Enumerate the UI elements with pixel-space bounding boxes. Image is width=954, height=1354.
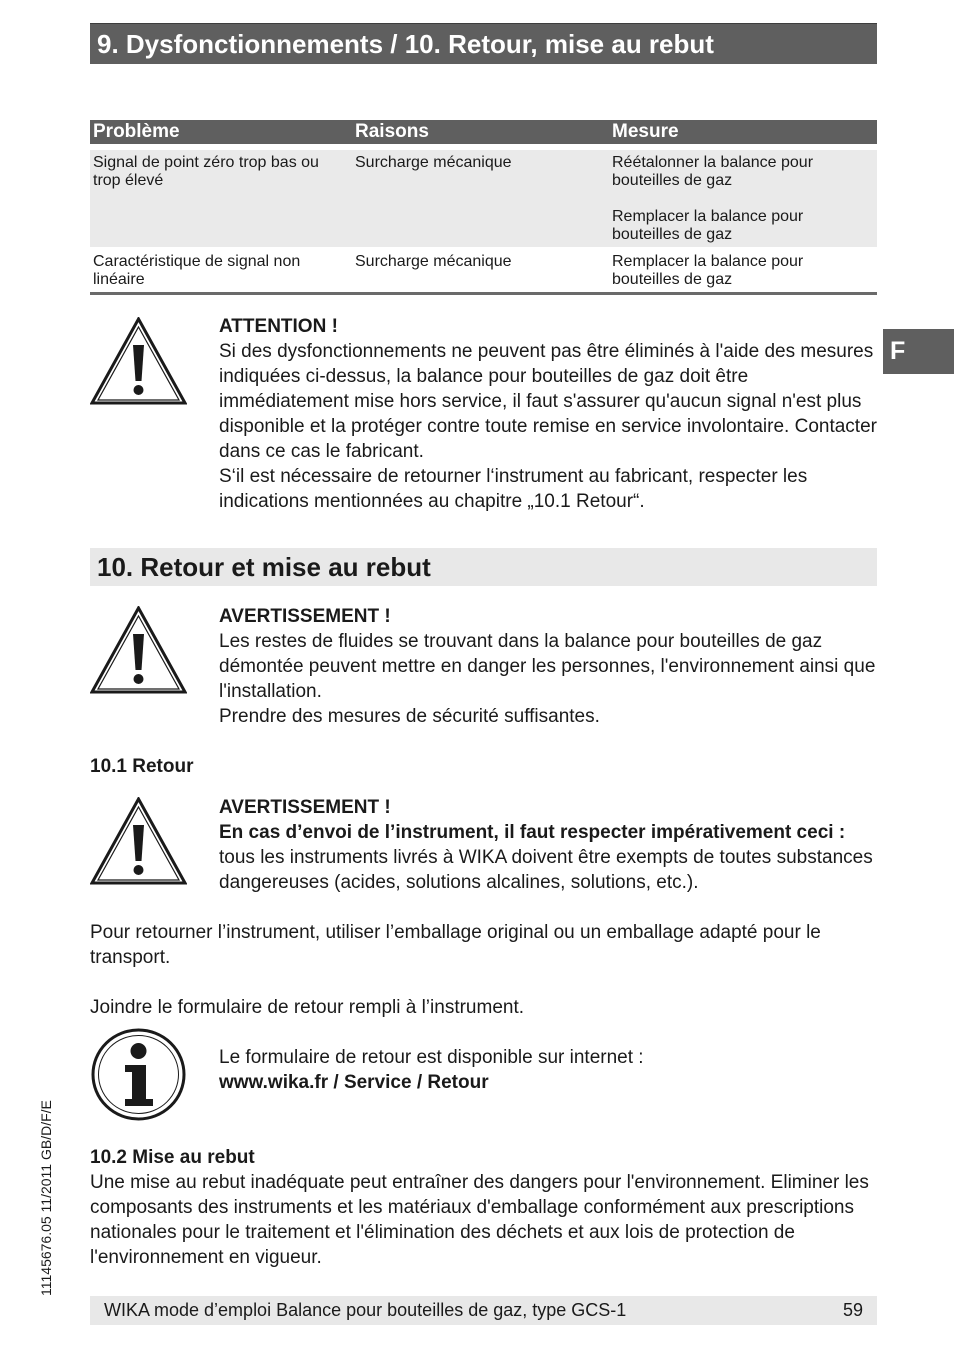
table-row bbox=[90, 248, 877, 294]
warning-text bbox=[219, 820, 879, 895]
table-header-row bbox=[90, 120, 877, 147]
page-footer bbox=[90, 1296, 877, 1325]
section-title: 10. Retour et mise au rebut bbox=[97, 552, 431, 582]
cell-probleme: Signal de point zéro trop bas ou trop élevé bbox=[90, 147, 352, 248]
warning-triangle-icon bbox=[90, 797, 187, 885]
warning-text: Les restes de fluides se trouvant dans la balance pour bouteilles de gaz démontée peuvent mettre en danger les personnes, l'environnement ainsi que l'installation. bbox=[219, 631, 876, 702]
chapter-header bbox=[90, 23, 877, 64]
info-block bbox=[219, 1045, 879, 1095]
language-tab-label: F bbox=[890, 337, 906, 365]
section-header bbox=[90, 548, 877, 586]
warning-bold-text: En cas d’envoi de l’instrument, il faut respecter impérativement ceci : bbox=[219, 822, 846, 843]
warning-title: AVERTISSEMENT ! bbox=[219, 797, 391, 818]
cell-raisons: Surcharge mécanique bbox=[352, 248, 609, 294]
warning-text-2: Prendre des mesures de sécurité suffisantes. bbox=[219, 706, 600, 727]
chapter-title: 9. Dysfonctionnements / 10. Retour, mise au rebut bbox=[97, 29, 714, 59]
warning-title: AVERTISSEMENT ! bbox=[219, 606, 391, 627]
attention-text: Si des dysfonctionnements ne peuvent pas être éliminés à l'aide des mesures indiquées ci-dessus, la balance pour bouteilles de gaz doit être immédiatement mise hors service, il faut s'assurer qu'aucun signal n'est plus disponible et la protéger contre toute remise en service involontaire. Contacter dans ce cas le fabricant. bbox=[219, 341, 877, 462]
cell-mesure bbox=[609, 147, 877, 248]
attention-text-2: S‘il est nécessaire de retourner l‘instrument au fabricant, respecter les indications mentionnées au chapitre „10.1 Retour“. bbox=[219, 466, 808, 512]
page-number: 59 bbox=[842, 1300, 863, 1320]
footer-text: WIKA mode d’emploi Balance pour bouteilles de gaz, type GCS-1 bbox=[104, 1300, 627, 1320]
mesure-line-2: Remplacer la balance pour bouteilles de gaz bbox=[612, 208, 804, 243]
language-tab bbox=[883, 329, 954, 374]
warning-triangle-icon bbox=[90, 317, 187, 405]
cell-raisons: Surcharge mécanique bbox=[352, 147, 609, 248]
warning-block-retour bbox=[219, 795, 879, 895]
subsection-heading-retour: 10.1 Retour bbox=[90, 756, 194, 777]
column-header-raisons: Raisons bbox=[352, 120, 609, 147]
warning-regular-text: tous les instruments livrés à WIKA doivent être exempts de toutes substances dangereuses (acides, solutions alcalines, solutions, etc.). bbox=[219, 847, 873, 893]
attention-block bbox=[219, 314, 879, 514]
warning-triangle-icon bbox=[90, 606, 187, 694]
spacer bbox=[612, 190, 874, 208]
document-code: 11145676.05 11/2011 GB/D/F/E bbox=[38, 1100, 54, 1296]
cell-probleme: Caractéristique de signal non linéaire bbox=[90, 248, 352, 294]
subsection-heading-rebut: 10.2 Mise au rebut bbox=[90, 1147, 255, 1168]
cell-mesure: Remplacer la balance pour bouteilles de gaz bbox=[609, 248, 877, 294]
table-row bbox=[90, 147, 877, 248]
info-link[interactable]: www.wika.fr / Service / Retour bbox=[219, 1072, 489, 1093]
column-header-mesure: Mesure bbox=[609, 120, 877, 147]
info-text: Le formulaire de retour est disponible sur internet : bbox=[219, 1047, 644, 1068]
column-header-probleme: Problème bbox=[90, 120, 352, 147]
retour-paragraph-2: Joindre le formulaire de retour rempli à l’instrument. bbox=[90, 997, 525, 1018]
rebut-paragraph: Une mise au rebut inadéquate peut entraîner des dangers pour l'environnement. Eliminer les composants des instruments et les matériaux d'emballage conformément aux prescriptions nationales pour le traitement et l'élimination des déchets et aux lois de protection de l'environnement en vigueur. bbox=[90, 1172, 869, 1268]
mesure-line-1: Réétalonner la balance pour bouteilles de gaz bbox=[612, 154, 814, 189]
attention-title: ATTENTION ! bbox=[219, 316, 338, 337]
warning-block bbox=[219, 604, 879, 729]
info-icon bbox=[90, 1027, 187, 1122]
troubleshooting-table bbox=[90, 120, 877, 295]
retour-paragraph-1: Pour retourner l’instrument, utiliser l’emballage original ou un emballage adapté pour le transport. bbox=[90, 922, 821, 968]
